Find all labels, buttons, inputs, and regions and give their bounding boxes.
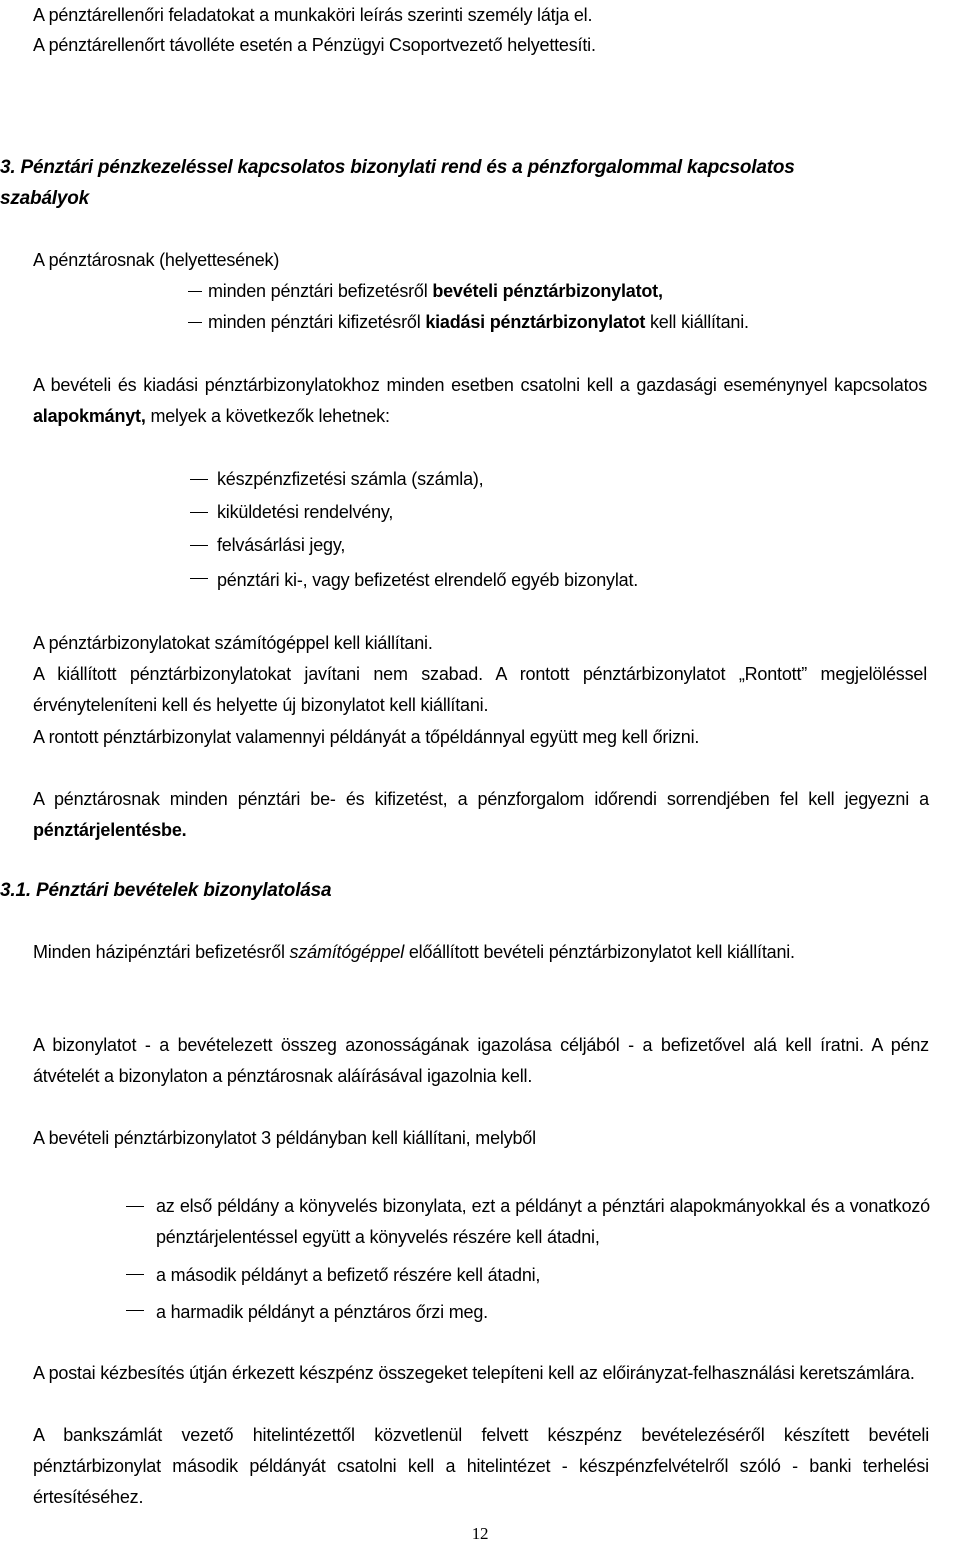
bank-paragraph: A bankszámlát vezető hitelintézettől közvetlenül felvett készpénz bevételezéséről készített bevételi pénztárbizonylat második példányát csatolni kell a hitelintézet - készpénzfelvételről szóló - banki terhelési értesítéséhez. <box>33 1425 929 1507</box>
intro-line-2: A pénztárellenőrt távolléte esetén a Pénzügyi Csoportvezető helyettesíti. <box>33 35 596 55</box>
attach-text: A bevételi és kiadási pénztárbizonylatokhoz minden esetben csatolni kell a gazdasági eseménynyel kapcsolatos <box>33 375 927 395</box>
copies-list-item-2 <box>126 1260 540 1291</box>
dash-bullet <box>190 545 208 546</box>
dash-bullet <box>188 322 202 323</box>
intro-line-1: A pénztárellenőri feladatokat a munkaköri leírás szerinti személy látja el. <box>33 5 593 25</box>
postal-paragraph: A postai kézbesítés útján érkezett készpénz összegeket telepíteni kell az előirányzat-felhasználási keretszámlára. <box>33 1363 915 1383</box>
rule-3: A rontott pénztárbizonylat valamennyi példányát a tőpéldánnyal együtt meg kell őrizni. <box>33 727 700 747</box>
page-number: 12 <box>471 1524 489 1543</box>
cashier-list-item-2 <box>188 307 749 338</box>
copies-item-3-text: a harmadik példányt a pénztáros őrzi meg. <box>156 1302 488 1322</box>
section-3-1-heading: 3.1. Pénztári bevételek bizonylatolása <box>0 880 332 901</box>
dash-bullet <box>190 512 208 513</box>
dash-bullet <box>190 479 208 480</box>
doc-item-4-text: pénztári ki-, vagy befizetést elrendelő egyéb bizonylat. <box>217 570 639 590</box>
dash-bullet <box>126 1206 144 1207</box>
doc-list-item-1 <box>190 464 484 495</box>
income-italic: számítógéppel <box>289 942 405 962</box>
doc-item-2-text: kiküldetési rendelvény, <box>217 502 394 522</box>
record-paragraph <box>33 784 929 846</box>
cashier-item-1-text: minden pénztári befizetésről <box>208 281 433 301</box>
doc-list-item-3 <box>190 530 345 561</box>
cashier-item-1-bold: bevételi pénztárbizonylatot, <box>432 281 663 301</box>
section-3-heading-line-1: 3. Pénztári pénzkezeléssel kapcsolatos bizonylati rend és a pénzforgalommal kapcsolatos <box>0 157 795 178</box>
rule-2: A kiállított pénztárbizonylatokat javítani nem szabad. A rontott pénztárbizonylatot „Rontott” megjelöléssel érvényteleníteni kell és helyette új bizonylatot kell kiállítani. <box>33 664 927 715</box>
cashier-lead: A pénztárosnak (helyettesének) <box>33 250 280 270</box>
income-text: Minden házipénztári befizetésről <box>33 942 290 962</box>
cashier-item-2-tail: kell kiállítani. <box>645 312 749 332</box>
dash-bullet <box>126 1274 144 1275</box>
sign-paragraph: A bizonylatot - a bevételezett összeg azonosságának igazolása céljából - a befizetővel alá kell íratni. A pénz átvételét a bizonylaton a pénztárosnak aláírásával igazolnia kell. <box>33 1035 929 1086</box>
income-paragraph <box>33 937 929 968</box>
dash-bullet <box>190 578 208 579</box>
record-bold: pénztárjelentésbe. <box>33 820 187 840</box>
dash-bullet <box>126 1310 144 1311</box>
rule-1: A pénztárbizonylatokat számítógéppel kell kiállítani. <box>33 633 433 653</box>
doc-list-item-4 <box>190 565 638 596</box>
section-3-heading-line-2: szabályok <box>0 188 90 209</box>
copies-item-1-text: az első példány a könyvelés bizonylata, ezt a példányt a pénztári alapokmányokkal és a vonatkozó pénztárjelentéssel együtt a könyvelés részére kell átadni, <box>156 1196 930 1247</box>
copies-list-item-1 <box>126 1191 930 1253</box>
copies-lead: A bevételi pénztárbizonylatot 3 példányban kell kiállítani, melyből <box>33 1128 536 1148</box>
copies-list-item-3 <box>126 1297 488 1328</box>
copies-item-2-text: a második példányt a befizető részére kell átadni, <box>156 1265 541 1285</box>
attach-bold: alapokmányt, <box>33 406 146 426</box>
section-3-heading <box>0 152 960 214</box>
record-text: A pénztárosnak minden pénztári be- és kifizetést, a pénzforgalom időrendi sorrendjében fel kell jegyezni a <box>33 789 929 809</box>
cashier-item-2-bold: kiadási pénztárbizonylatot <box>425 312 646 332</box>
income-tail: előállított bevételi pénztárbizonylatot kell kiállítani. <box>404 942 795 962</box>
doc-list-item-2 <box>190 497 393 528</box>
doc-item-1-text: készpénzfizetési számla (számla), <box>217 469 484 489</box>
attach-tail: melyek a következők lehetnek: <box>145 406 390 426</box>
doc-item-3-text: felvásárlási jegy, <box>217 535 346 555</box>
cashier-item-2-text: minden pénztári kifizetésről <box>208 312 426 332</box>
cashier-list-item-1 <box>188 276 663 307</box>
dash-bullet <box>188 291 202 292</box>
attach-paragraph <box>33 370 927 432</box>
